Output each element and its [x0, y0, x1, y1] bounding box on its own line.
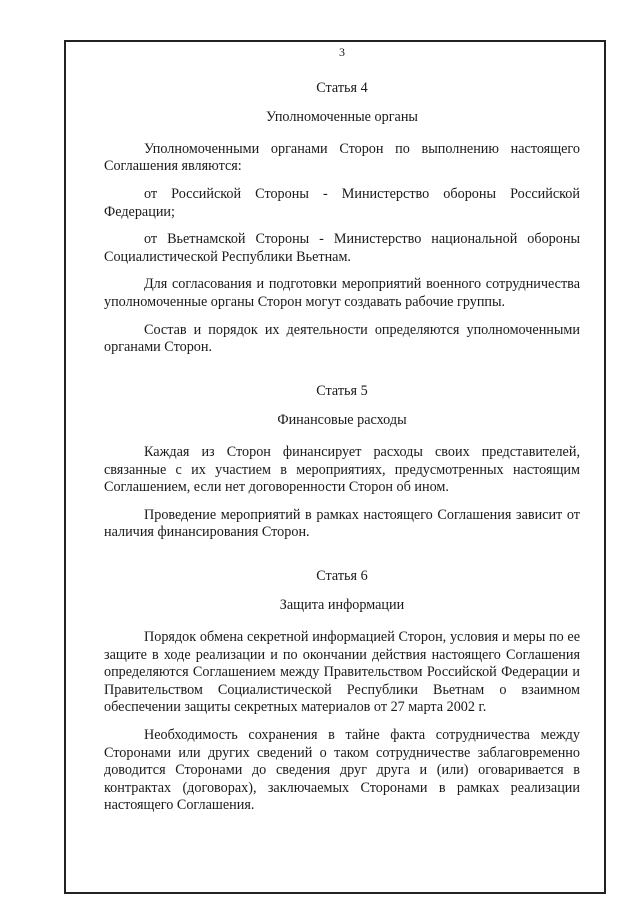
- paragraph: Порядок обмена секретной информацией Сторон, условия и меры по ее защите в ходе реализации и по окончании действия настоящего Соглашения определяются Соглашением между Правительством Российской Федерации и Правительством Социалистической Республики Вьетнам о взаимном обеспечении защиты секретных материалов от 27 марта 2002 г.: [104, 629, 580, 716]
- article-title: Статья 6: [316, 567, 368, 584]
- paragraph: от Вьетнамской Стороны - Министерство национальной обороны Социалистической Республики Вьетнам.: [104, 231, 580, 265]
- article-title: Статья 5: [316, 382, 368, 399]
- paragraph: Уполномоченными органами Сторон по выполнению настоящего Соглашения являются:: [104, 140, 580, 175]
- article-subtitle: Защита информации: [279, 597, 405, 614]
- article-subtitle: Уполномоченные органы: [266, 109, 418, 126]
- article-subtitle: Финансовые расходы: [277, 412, 407, 429]
- page-number: 3: [339, 45, 345, 59]
- paragraph: от Российской Стороны - Министерство обороны Российской Федерации;: [104, 185, 580, 220]
- article-title: Статья 4: [316, 79, 368, 96]
- paragraph: Проведение мероприятий в рамках настоящего Соглашения зависит от наличия финансирования Сторон.: [104, 506, 580, 541]
- paragraph: Необходимость сохранения в тайне факта сотрудничества между Сторонами или других сведений о таком сотрудничестве заблаговременно доводится Сторонами до сведения друг друга и (или) оговаривается в контрактах (договорах), заключаемых Сторонами в рамках реализации настоящего Соглашения.: [104, 727, 580, 814]
- paragraph: Каждая из Сторон финансирует расходы своих представителей, связанные с их участием в мероприятиях, предусмотренных настоящим Соглашением, если нет договоренности Сторон об ином.: [104, 443, 580, 496]
- paragraph: Состав и порядок их деятельности определяются уполномоченными органами Сторон.: [104, 321, 580, 356]
- paragraph: Для согласования и подготовки мероприятий военного сотрудничества уполномоченные органы Сторон могут создавать рабочие группы.: [104, 276, 580, 310]
- document-body: [104, 44, 580, 815]
